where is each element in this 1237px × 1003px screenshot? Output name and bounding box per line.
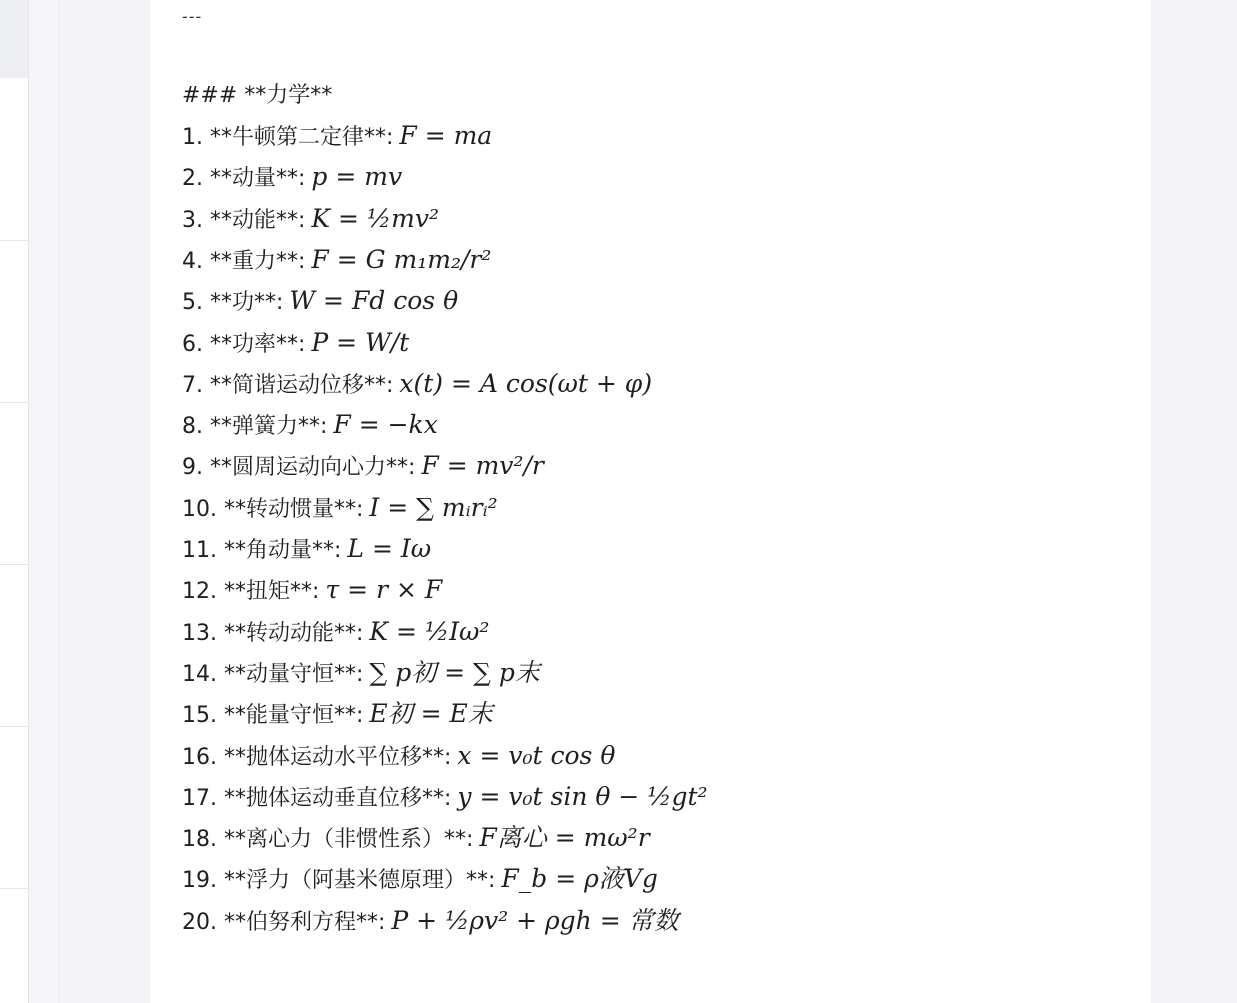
formula-label: 12. **扭矩**:	[182, 579, 320, 604]
left-pane-divider	[0, 240, 28, 241]
formula-item	[182, 700, 493, 736]
formula-expression: W = Fd cos θ	[289, 286, 459, 315]
formula-label: 5. **功**:	[182, 290, 284, 315]
formula-item	[182, 618, 489, 654]
formula-item	[182, 452, 544, 488]
formula-label: 18. **离心力（非惯性系）**:	[182, 827, 474, 852]
formula-item	[182, 370, 652, 406]
formula-label: 6. **功率**:	[182, 332, 306, 357]
formula-label: 4. **重力**:	[182, 249, 306, 274]
left-pane	[0, 0, 29, 1003]
formula-label: 10. **转动惯量**:	[182, 497, 364, 522]
section-heading: ### **力学**	[182, 83, 333, 108]
formula-item	[182, 329, 409, 365]
left-pane-divider	[0, 564, 28, 565]
formula-label: 16. **抛体运动水平位移**:	[182, 745, 452, 770]
formula-item	[182, 205, 439, 241]
formula-expression: P + ½ρv² + ρgh = 常数	[391, 906, 679, 935]
left-pane-divider	[0, 402, 28, 403]
formula-item	[182, 783, 708, 819]
formula-label: 13. **转动动能**:	[182, 621, 364, 646]
formula-expression: F = G m₁m₂/r²	[311, 245, 492, 274]
formula-expression: F_b = ρ液Vg	[501, 864, 658, 893]
horizontal-rule-markdown: ---	[182, 7, 203, 26]
formula-expression: E初 = E末	[369, 699, 493, 728]
formula-item	[182, 163, 402, 199]
formula-expression: F = −kx	[333, 410, 438, 439]
formula-label: 11. **角动量**:	[182, 538, 342, 563]
formula-item	[182, 659, 540, 695]
formula-expression: x(t) = A cos(ωt + φ)	[399, 369, 653, 398]
formula-label: 2. **动量**:	[182, 166, 306, 191]
formula-label: 1. **牛顿第二定律**:	[182, 125, 394, 150]
left-pane-divider	[0, 888, 28, 889]
formula-label: 15. **能量守恒**:	[182, 703, 364, 728]
formula-item	[182, 287, 458, 323]
formula-item	[182, 576, 442, 612]
formula-label: 8. **弹簧力**:	[182, 414, 328, 439]
formula-item	[182, 824, 650, 860]
formula-expression: ∑ p初 = ∑ p末	[369, 658, 540, 687]
formula-label: 20. **伯努利方程**:	[182, 910, 386, 935]
formula-label: 7. **简谐运动位移**:	[182, 373, 394, 398]
formula-expression: p = mv	[311, 162, 403, 191]
left-pane-selected-item[interactable]	[0, 0, 28, 78]
formula-label: 19. **浮力（阿基米德原理）**:	[182, 868, 496, 893]
formula-item	[182, 535, 431, 571]
left-pane-divider	[0, 726, 28, 727]
formula-expression: P = W/t	[311, 328, 410, 357]
formula-label: 9. **圆周运动向心力**:	[182, 455, 416, 480]
formula-expression: F = ma	[399, 121, 493, 150]
formula-expression: K = ½mv²	[311, 204, 440, 233]
formula-label: 3. **动能**:	[182, 208, 306, 233]
formula-item	[182, 865, 658, 901]
formula-item	[182, 411, 438, 447]
formula-label: 14. **动量守恒**:	[182, 662, 364, 687]
formula-expression: τ = r × F	[325, 575, 443, 604]
formula-expression: y = v₀t sin θ − ½gt²	[457, 782, 708, 811]
formula-expression: L = Iω	[347, 534, 432, 563]
editor-gutter	[29, 0, 59, 1003]
formula-expression: K = ½Iω²	[369, 617, 490, 646]
formula-item	[182, 907, 679, 943]
formula-item	[182, 122, 492, 158]
formula-expression: F离心 = mω²r	[479, 823, 650, 852]
formula-item	[182, 494, 498, 530]
formula-item	[182, 742, 615, 778]
formula-expression: x = v₀t cos θ	[457, 741, 616, 770]
formula-label: 17. **抛体运动垂直位移**:	[182, 786, 452, 811]
formula-expression: F = mv²/r	[421, 451, 544, 480]
formula-item	[182, 246, 491, 282]
formula-expression: I = ∑ mᵢrᵢ²	[369, 493, 498, 522]
